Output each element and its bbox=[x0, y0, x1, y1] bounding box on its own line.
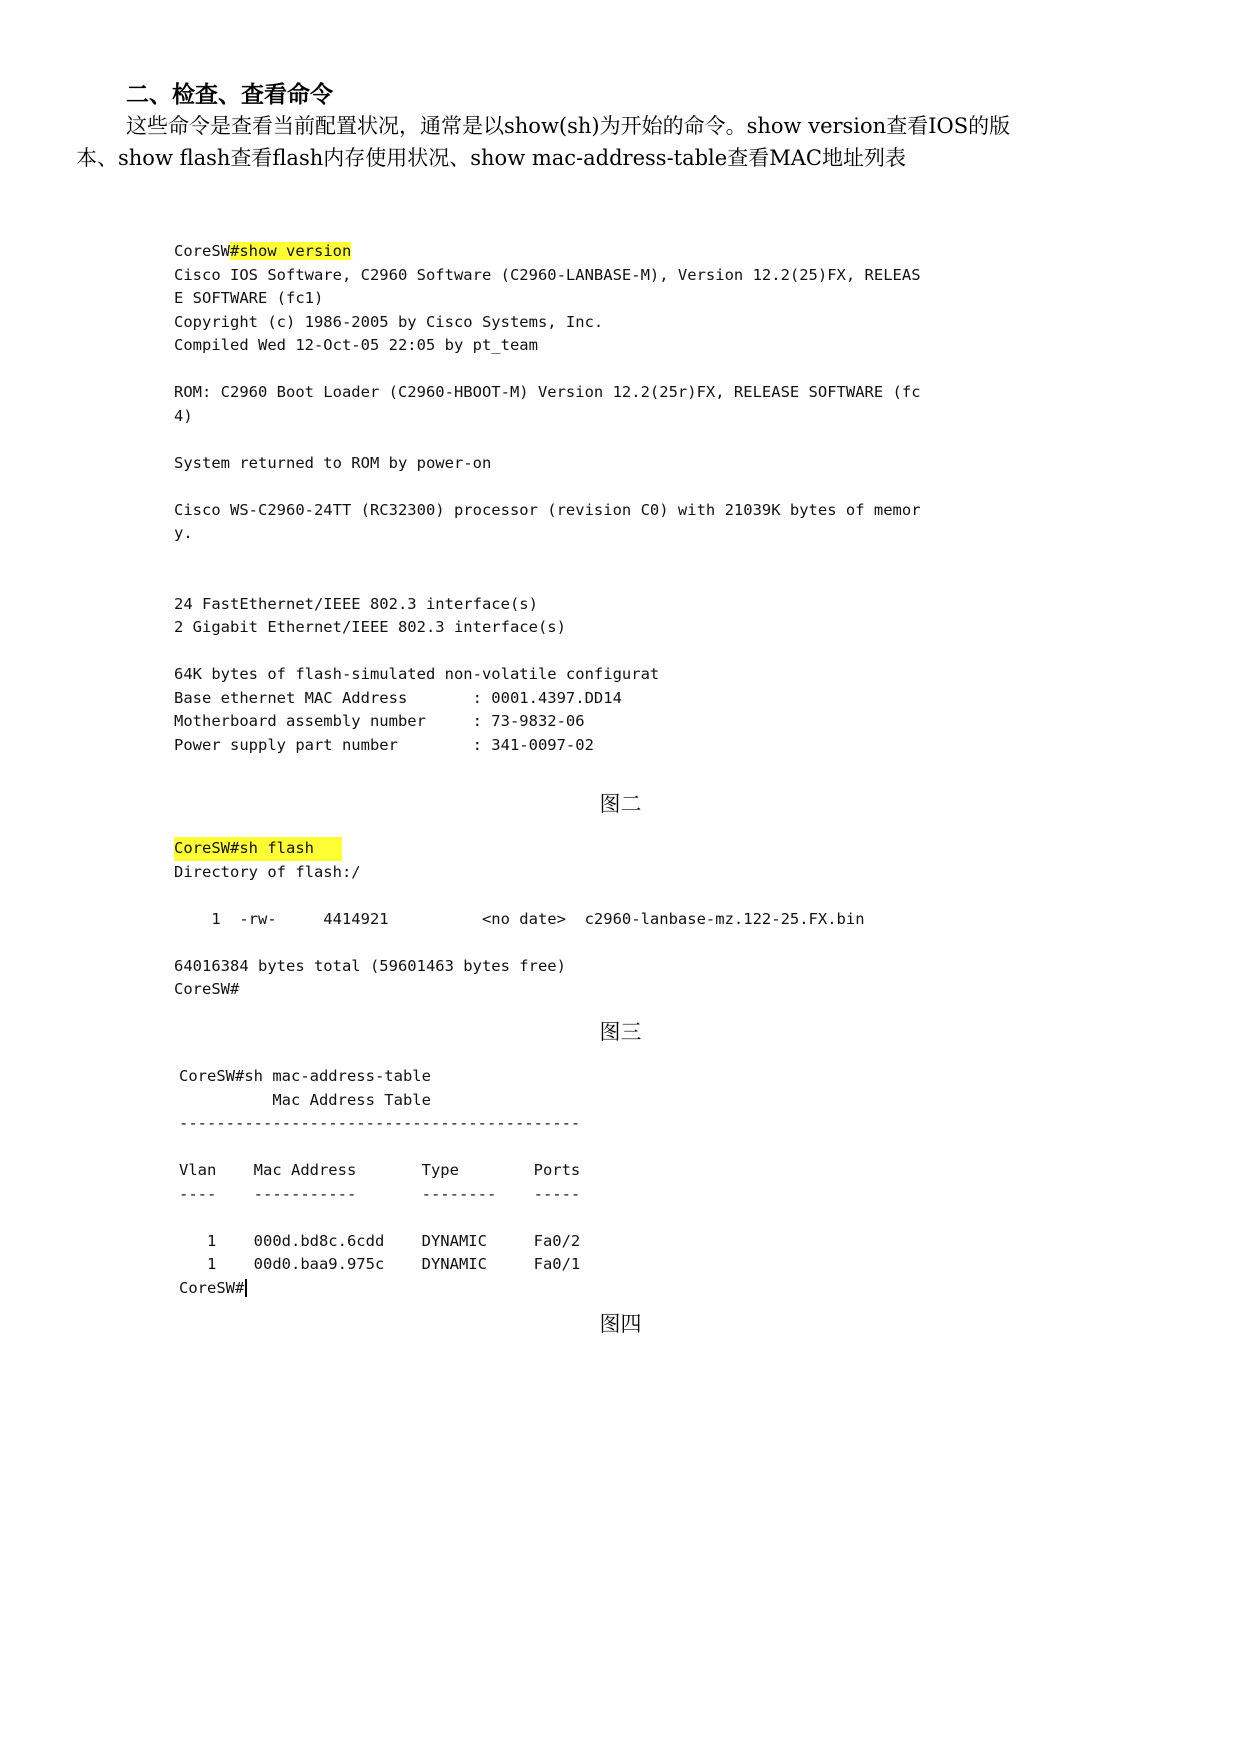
terminal-line: Base ethernet MAC Address : 0001.4397.DD14 bbox=[174, 688, 622, 707]
terminal-line: Copyright (c) 1986-2005 by Cisco Systems, Inc. bbox=[174, 312, 604, 331]
terminal-line bbox=[174, 358, 921, 382]
terminal-command-line bbox=[174, 837, 865, 861]
terminal-line bbox=[179, 1136, 580, 1160]
terminal-line: 4) bbox=[174, 406, 193, 425]
section-heading: 二、检查、查看命令 bbox=[126, 82, 333, 108]
terminal-line: Mac Address Table bbox=[179, 1090, 431, 1109]
show-flash-terminal bbox=[174, 837, 865, 1002]
highlighted-command: CoreSW#sh flash bbox=[174, 837, 342, 861]
terminal-line: Vlan Mac Address Type Ports bbox=[179, 1161, 581, 1179]
terminal-line: Cisco IOS Software, C2960 Software (C2960-LANBASE-M), Version 12.2(25)FX, RELEAS bbox=[174, 265, 921, 284]
terminal-line: y. bbox=[174, 524, 193, 542]
terminal-line: ------------------------------------------- bbox=[179, 1114, 581, 1132]
terminal-output bbox=[179, 1065, 580, 1277]
terminal-output bbox=[174, 861, 865, 1002]
terminal-prompt: CoreSW# bbox=[179, 1278, 245, 1297]
terminal-line: 1 000d.bd8c.6cdd DYNAMIC Fa0/2 bbox=[179, 1231, 581, 1250]
text-cursor bbox=[245, 1279, 247, 1297]
show-version-terminal bbox=[174, 240, 921, 757]
figure-caption-4: 图四 bbox=[599, 1312, 642, 1336]
terminal-line bbox=[174, 569, 921, 593]
terminal-line: Compiled Wed 12-Oct-05 22:05 by pt_team bbox=[174, 336, 538, 354]
terminal-line bbox=[174, 884, 865, 908]
mac-address-table-terminal bbox=[179, 1065, 580, 1300]
terminal-line: ROM: C2960 Boot Loader (C2960-HBOOT-M) Version 12.2(25r)FX, RELEASE SOFTWARE (fc bbox=[174, 383, 921, 401]
terminal-line: ---- ----------- -------- ----- bbox=[179, 1184, 581, 1203]
terminal-line: CoreSW# bbox=[174, 980, 240, 998]
figure-caption-3: 图三 bbox=[599, 1020, 642, 1044]
terminal-line: Power supply part number : 341-0097-02 bbox=[174, 735, 594, 754]
terminal-line bbox=[174, 931, 865, 955]
terminal-prompt: CoreSW bbox=[174, 242, 230, 260]
terminal-line: Cisco WS-C2960-24TT (RC32300) processor (revision C0) with 21039K bytes of memor bbox=[174, 500, 921, 519]
highlighted-command: #show version bbox=[230, 242, 352, 260]
terminal-line: 64016384 bytes total (59601463 bytes free) bbox=[174, 956, 566, 975]
terminal-line bbox=[174, 640, 921, 664]
terminal-line bbox=[174, 428, 921, 452]
terminal-line: 1 00d0.baa9.975c DYNAMIC Fa0/1 bbox=[179, 1255, 581, 1273]
terminal-line: E SOFTWARE (fc1) bbox=[174, 289, 324, 307]
terminal-line: CoreSW#sh mac-address-table bbox=[179, 1067, 431, 1085]
terminal-line: 24 FastEthernet/IEEE 802.3 interface(s) bbox=[174, 594, 538, 613]
terminal-line bbox=[174, 546, 921, 570]
terminal-output bbox=[174, 264, 921, 758]
terminal-line: Directory of flash:/ bbox=[174, 862, 361, 881]
terminal-last-line bbox=[179, 1277, 580, 1301]
figure-caption-2: 图二 bbox=[599, 792, 642, 816]
intro-paragraph bbox=[76, 110, 1016, 174]
terminal-line: 2 Gigabit Ethernet/IEEE 802.3 interface(s) bbox=[174, 618, 566, 636]
terminal-command-line bbox=[174, 240, 921, 264]
terminal-line bbox=[174, 475, 921, 499]
intro-text: 这些命令是查看当前配置状况，通常是以show(sh)为开始的命令。show version查看IOS的版本、show flash查看flash内存使用状况、show mac-address-table查看MAC地址列表 bbox=[76, 114, 1011, 170]
terminal-line: System returned to ROM by power-on bbox=[174, 453, 492, 472]
terminal-line: 64K bytes of flash-simulated non-volatile configurat bbox=[174, 665, 660, 683]
terminal-line: Motherboard assembly number : 73-9832-06 bbox=[174, 712, 585, 730]
terminal-line bbox=[179, 1206, 580, 1230]
terminal-line: 1 -rw- 4414921 <no date> c2960-lanbase-mz.122-25.FX.bin bbox=[174, 909, 865, 928]
